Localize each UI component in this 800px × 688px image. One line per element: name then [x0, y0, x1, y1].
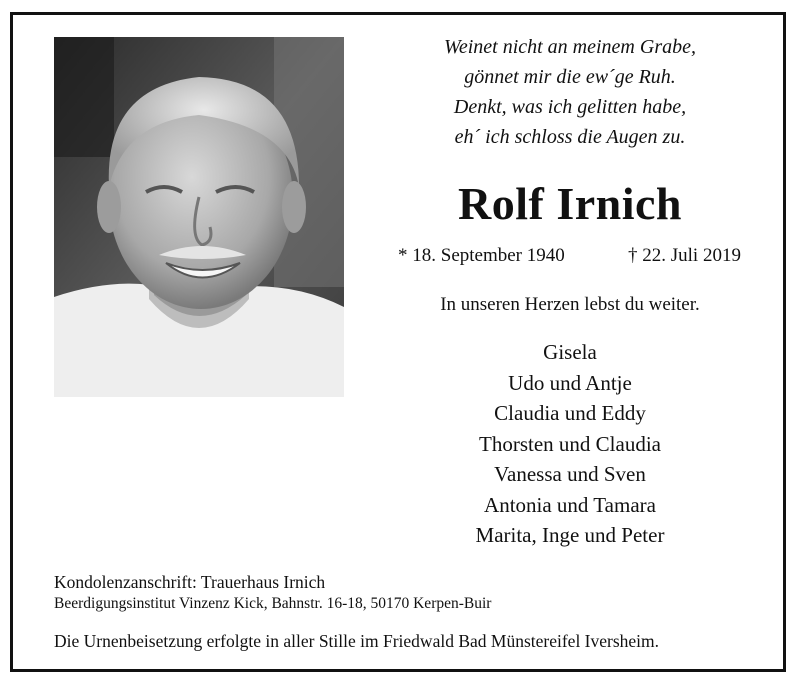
- mourner: Gisela: [543, 340, 597, 364]
- condolence-address: Kondolenzanschrift: Trauerhaus Irnich: [54, 572, 326, 592]
- mourner: Claudia und Eddy: [494, 401, 646, 425]
- burial-note: Die Urnenbeisetzung erfolgte in aller Stille im Friedwald Bad Münstereifel Iversheim.: [54, 631, 660, 651]
- mourner: Antonia und Tamara: [484, 492, 656, 517]
- motto: In unseren Herzen lebst du weiter.: [440, 294, 700, 315]
- mourner: Thorsten und Claudia: [479, 431, 661, 456]
- poem-line: Weinet nicht an meinem Grabe,: [444, 36, 696, 58]
- death-date: † 22. Juli 2019: [628, 245, 741, 266]
- poem-line: eh´ ich schloss die Augen zu.: [454, 126, 686, 148]
- mourner: Udo und Antje: [508, 370, 632, 395]
- poem-line: gönnet mir die ew´ge Ruh.: [464, 66, 676, 88]
- portrait-photo: [54, 37, 344, 397]
- poem: [400, 32, 740, 152]
- poem-line: Denkt, was ich gelitten habe,: [453, 96, 687, 118]
- birth-date: * 18. September 1940: [398, 245, 565, 266]
- funeral-home: Beerdigungsinstitut Vinzenz Kick, Bahnstr. 16-18, 50170 Kerpen-Buir: [54, 595, 492, 612]
- deceased-name: Rolf Irnich: [458, 178, 682, 229]
- mourner: Marita, Inge und Peter: [475, 523, 665, 547]
- mourner: Vanessa und Sven: [494, 462, 646, 486]
- mourners-list: [400, 337, 740, 551]
